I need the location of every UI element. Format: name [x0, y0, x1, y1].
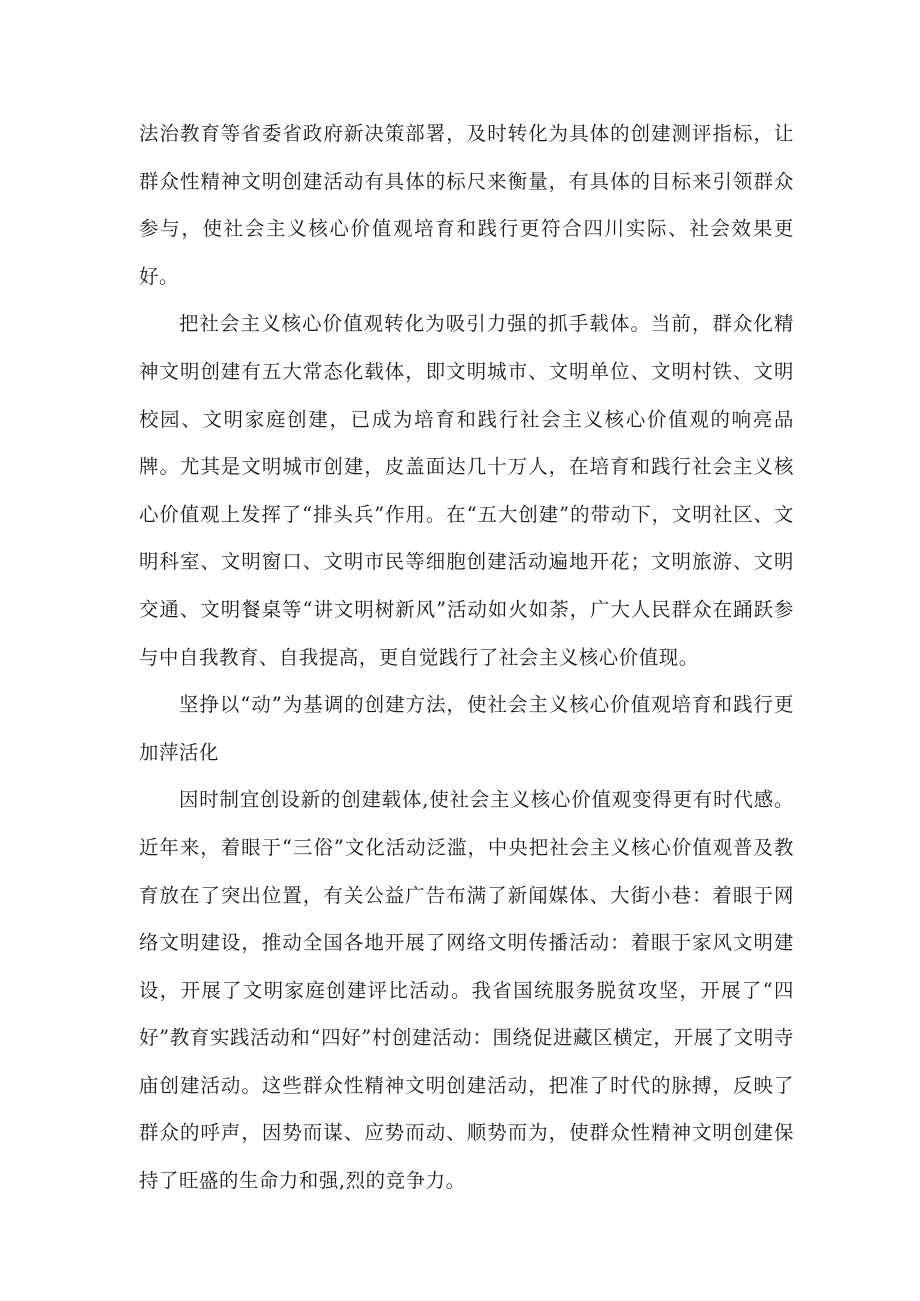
paragraph-2: 把社会主义核心价值观转化为吸引力强的抓手载体。当前，群众化精神文明创建有五大常态化载体，即文明城市、文明单位、文明村铁、文明校园、文明家庭创建，已成为培育和践行社会主义核心价值观的响亮品牌。尤其是文明城市创建，皮盖面达几十万人，在培育和践行社会主义核心价值观上发挥了“排头兵”作用。在“五大创建”的带动下，文明社区、文明科室、文明窗口、文明市民等细胞创建活动遍地开花；文明旅游、文明交通、文明餐桌等“讲文明树新风”活动如火如荼，广大人民群众在踊跃参与中自我教育、自我提高，更自觉践行了社会主义核心价值现。	[139, 312, 794, 669]
paragraph-1: 法治教育等省委省政府新决策部署，及时转化为具体的创建测评指标，让群众性精神文明创建活动有具体的标尺来衡量，有具体的目标来引领群众参与，使社会主义核心价值观培育和践行更符合四川实际、社会效果更好。	[139, 122, 794, 288]
document-body	[139, 110, 794, 1205]
paragraph-3: 因时制宜创设新的创建载体,使社会主义核心价值观变得更有时代感。近年来，着眼于“三俗”文化活动泛滥，中央把社会主义核心价值观普及教育放在了突出位置，有关公益广告布满了新闻媒体、大街小巷：着眼于网络文明建设，推动全国各地开展了网络文明传播活动：着眼于家风文明建设，开展了文明家庭创建评比活动。我省国统服务脱贫攻坚，开展了“四好”教育实践活动和“四好”村创建活动：围绕促进藏区横定，开展了文明寺庙创建活动。这些群众性精神文明创建活动，把准了时代的脉搏，反映了群众的呼声，因势而谋、应势而动、顺势而为，使群众性精神文明创建保持了旺盛的生命力和强,烈的竞争力。	[139, 788, 794, 1193]
section-heading: 坚挣以“动”为基调的创建方法，使社会主义核心价值观培育和践行更加萍活化	[139, 693, 794, 764]
